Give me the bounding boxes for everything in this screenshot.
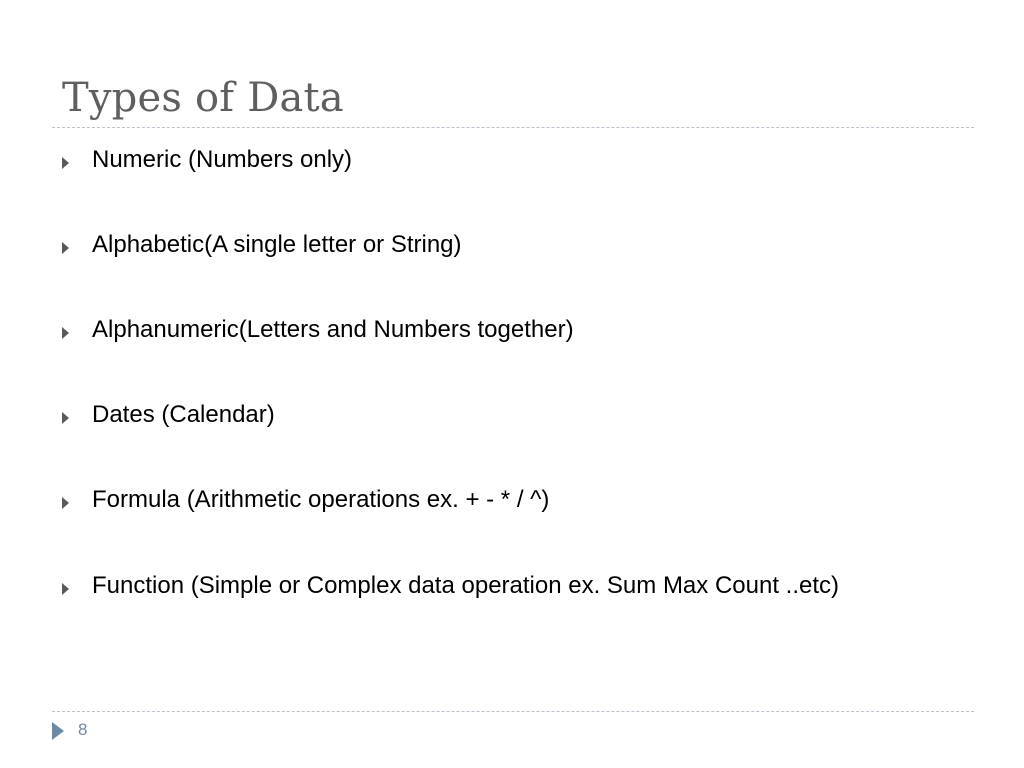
bullet-text: Dates (Calendar) xyxy=(92,401,275,428)
bullet-text: Formula (Arithmetic operations ex. + - * / ^) xyxy=(92,486,550,513)
slide-title: Types of Data xyxy=(62,75,344,121)
title-divider xyxy=(52,127,974,128)
bullet-item xyxy=(62,143,952,177)
bullet-text: Alphanumeric(Letters and Numbers together) xyxy=(92,316,574,343)
triangle-right-icon xyxy=(52,722,64,740)
triangle-right-icon xyxy=(62,497,69,509)
triangle-right-icon xyxy=(62,157,69,169)
bullet-item xyxy=(62,313,952,347)
bullet-item xyxy=(62,569,952,603)
bullet-item xyxy=(62,483,952,517)
bullet-text: Numeric (Numbers only) xyxy=(92,146,353,173)
triangle-right-icon xyxy=(62,327,69,339)
bullet-text: Alphabetic(A single letter or String) xyxy=(92,231,462,258)
triangle-right-icon xyxy=(62,583,69,595)
bullet-item xyxy=(62,228,952,262)
footer-divider xyxy=(52,711,974,712)
page-number: 8 xyxy=(78,720,88,739)
bullet-item xyxy=(62,398,952,432)
triangle-right-icon xyxy=(62,242,69,254)
bullet-text: Function (Simple or Complex data operation ex. Sum Max Count ..etc) xyxy=(92,572,839,599)
triangle-right-icon xyxy=(62,412,69,424)
